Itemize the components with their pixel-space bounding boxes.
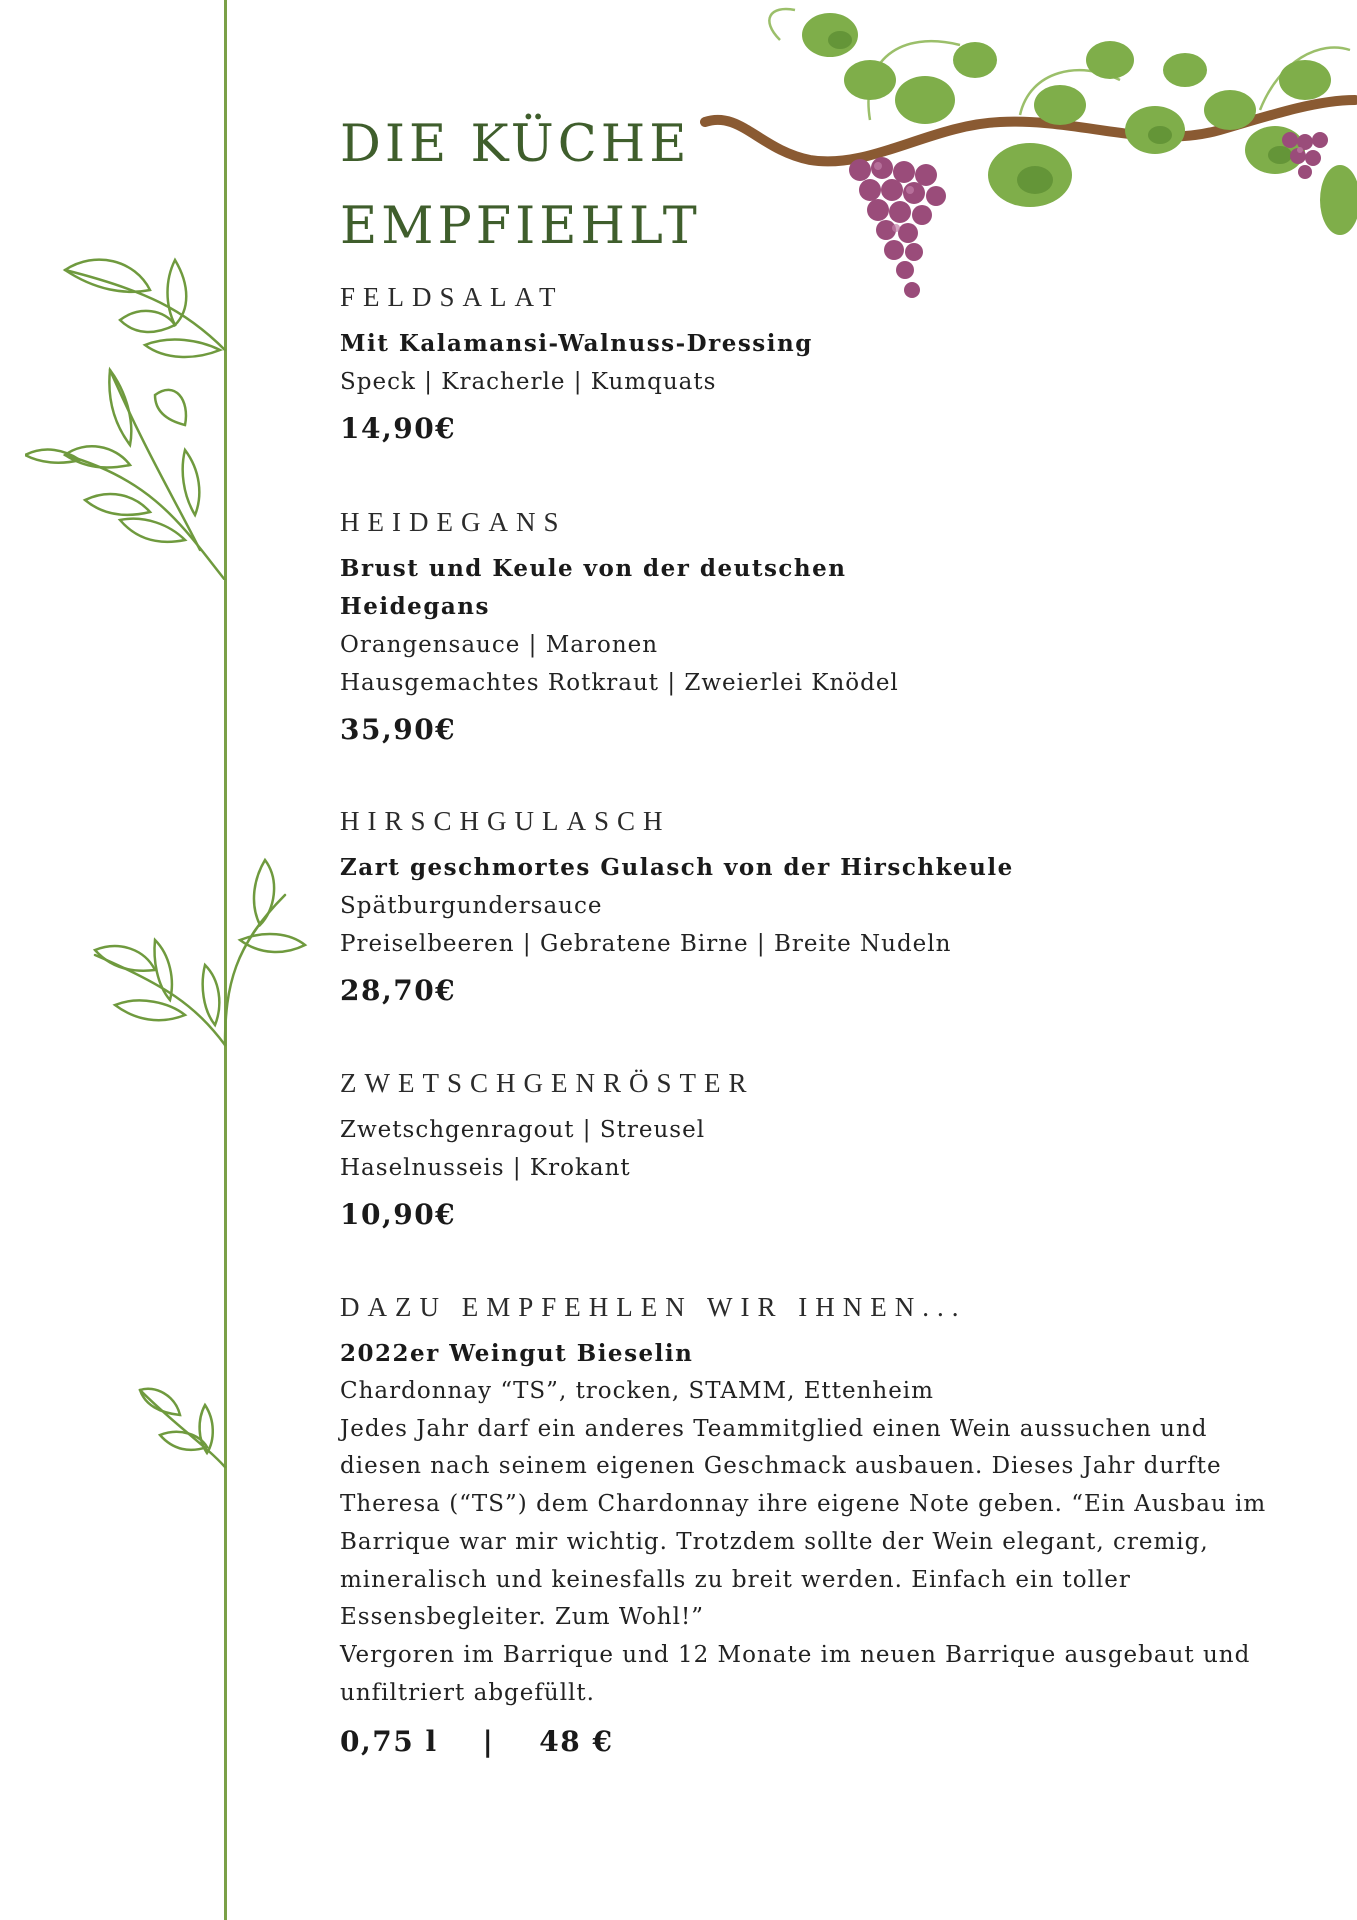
- wine-description-line: diesen nach seinem eigenen Geschmack ausbauen. Dieses Jahr durfte: [340, 1453, 1222, 1480]
- section-heading: DAZU EMPFEHLEN WIR IHNEN...: [340, 1292, 967, 1322]
- dish-description: Zwetschgenragout | Streusel: [340, 1117, 706, 1143]
- menu-section-hirschgulasch: [340, 806, 1280, 1011]
- wine-description-line: Jedes Jahr darf ein anderes Teammitglied einen Wein aussuchen und: [340, 1415, 1208, 1442]
- page-title-line: EMPFIEHLT: [340, 197, 701, 256]
- dish-name: Zart geschmortes Gulasch von der Hirschkeule: [340, 854, 1014, 881]
- page-title: [340, 104, 701, 268]
- dish-name: Heidegans: [340, 593, 490, 620]
- wine-description-line: unfiltriert abgefüllt.: [340, 1679, 595, 1706]
- wine-description-line: Vergoren im Barrique und 12 Monate im neuen Barrique ausgebaut und: [340, 1641, 1251, 1668]
- dish-description: Hausgemachtes Rotkraut | Zweierlei Knödel: [340, 670, 899, 696]
- wine-recommendation: [340, 1292, 1280, 1762]
- wine-price: 0,75 l | 48 €: [340, 1725, 614, 1759]
- menu-section-zwetschgenroester: [340, 1068, 1280, 1235]
- section-heading: HEIDEGANS: [340, 507, 567, 537]
- dish-name: Mit Kalamansi-Walnuss-Dressing: [340, 330, 813, 357]
- dish-price: 14,90€: [340, 412, 457, 445]
- menu-section-feldsalat: [340, 282, 1280, 449]
- leaf-sprig-icon: [135, 1385, 230, 1470]
- leaf-sprig-icon: [85, 855, 310, 1055]
- dish-price: 10,90€: [340, 1198, 457, 1231]
- page-title-line: DIE KÜCHE: [340, 115, 691, 174]
- wine-name: 2022er Weingut Bieselin: [340, 1340, 694, 1367]
- wine-description-line: Essensbegleiter. Zum Wohl!”: [340, 1604, 704, 1631]
- grapevine-icon: [700, 0, 1357, 310]
- dish-description: Speck | Kracherle | Kumquats: [340, 369, 717, 395]
- section-heading: FELDSALAT: [340, 282, 564, 312]
- dish-description: Preiselbeeren | Gebratene Birne | Breite Nudeln: [340, 931, 952, 957]
- wine-description-line: mineralisch und keinesfalls zu breit werden. Einfach ein toller: [340, 1566, 1131, 1593]
- dish-description: Spätburgundersauce: [340, 893, 603, 919]
- dish-name: Brust und Keule von der deutschen: [340, 555, 847, 582]
- dish-description: Haselnusseis | Krokant: [340, 1155, 631, 1181]
- wine-description-line: Barrique war mir wichtig. Trotzdem sollte der Wein elegant, cremig,: [340, 1528, 1209, 1555]
- dish-price: 35,90€: [340, 713, 457, 746]
- dish-price: 28,70€: [340, 974, 457, 1007]
- leaf-sprig-icon: [25, 250, 230, 580]
- menu-section-heidegans: [340, 507, 1280, 750]
- dish-description: Orangensauce | Maronen: [340, 632, 659, 658]
- wine-description-line: Chardonnay “TS”, trocken, STAMM, Ettenheim: [340, 1378, 934, 1404]
- wine-description-line: Theresa (“TS”) dem Chardonnay ihre eigene Note geben. “Ein Ausbau im: [340, 1491, 1267, 1518]
- section-heading: ZWETSCHGENRÖSTER: [340, 1068, 755, 1098]
- section-heading: HIRSCHGULASCH: [340, 806, 671, 836]
